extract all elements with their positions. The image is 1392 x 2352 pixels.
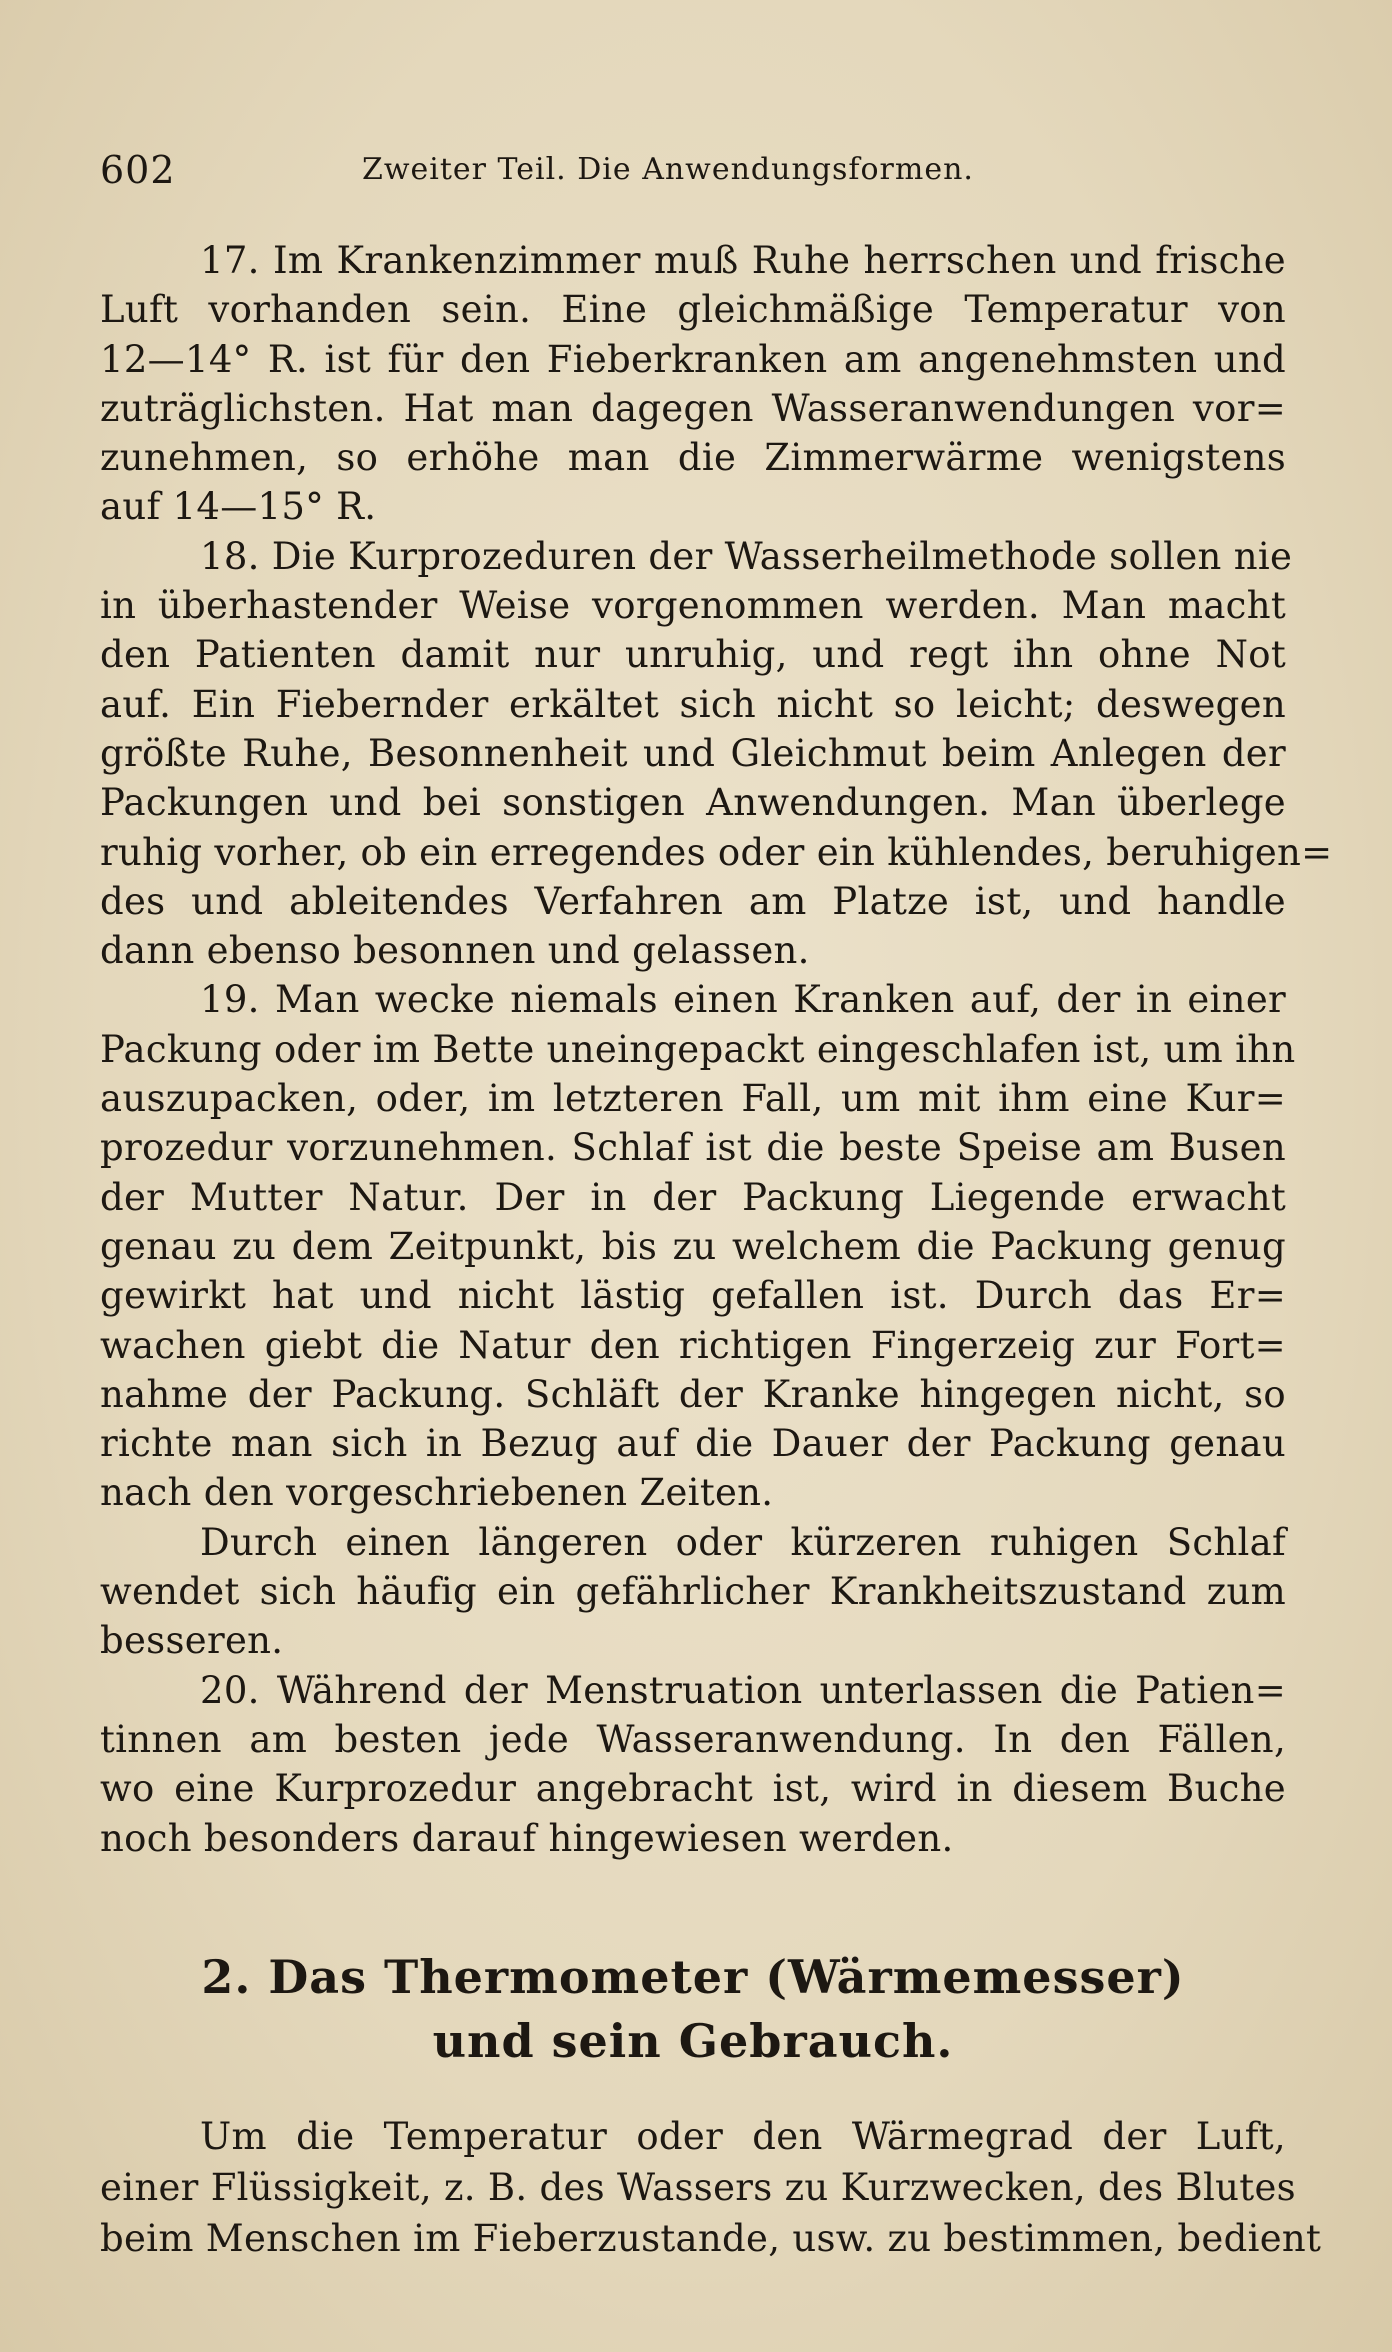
text-line: ruhig vorher, ob ein erregendes oder ein kühlendes, beruhigen=	[100, 830, 1333, 874]
text-line: Durch einen längeren oder kürzeren ruhigen Schlaf	[200, 1520, 1286, 1564]
section-spacer	[100, 1863, 1286, 1945]
text-line: auf. Ein Fiebernder erkältet sich nicht so leicht; deswegen	[100, 682, 1286, 726]
text-line: auf 14—15° R.	[100, 485, 377, 529]
text-line: 17. Im Krankenzimmer muß Ruhe herrschen und frische	[200, 239, 1286, 282]
text-line: richte man sich in Bezug auf die Dauer der Packung genau	[100, 1422, 1286, 1466]
text-line: besseren.	[100, 1619, 284, 1663]
text-line: Um die Temperatur oder den Wärmegrad der Luft,	[200, 2114, 1286, 2158]
text-line: Luft vorhanden sein. Eine gleichmäßige Temperatur von	[100, 288, 1286, 332]
paragraph-18	[100, 532, 1333, 976]
heading-spacer	[100, 2073, 1286, 2111]
section-title-line-2: und sein Gebrauch.	[432, 2013, 954, 2068]
text-line: 20. Während der Menstruation unterlassen die Patien=	[200, 1668, 1286, 1712]
text-line: dann ebenso besonnen und gelassen.	[100, 929, 810, 973]
text-line: wo eine Kurprozedur angebracht ist, wird in diesem Buche	[100, 1767, 1286, 1811]
section-heading	[100, 1945, 1286, 2073]
text-line: gewirkt hat und nicht lästig gefallen ist. Durch das Er=	[100, 1274, 1286, 1318]
text-line: der Mutter Natur. Der in der Packung Liegende erwacht	[100, 1175, 1286, 1219]
text-line: nahme der Packung. Schläft der Kranke hingegen nicht, so	[100, 1372, 1286, 1416]
paragraph-sleep	[100, 1518, 1286, 1666]
text-line: 12—14° R. ist für den Fieberkranken am angenehmsten und	[100, 337, 1286, 381]
running-head: Zweiter Teil. Die Anwendungsformen.	[362, 152, 974, 187]
text-line: einer Flüssigkeit, z. B. des Wassers zu Kurzwecken, des Blutes	[100, 2165, 1296, 2209]
page-number: 602	[100, 148, 176, 192]
text-line: nach den vorgeschriebenen Zeiten.	[100, 1471, 774, 1515]
text-line: prozedur vorzunehmen. Schlaf ist die beste Speise am Busen	[100, 1126, 1286, 1170]
text-line: größte Ruhe, Besonnenheit und Gleichmut beim Anlegen der	[100, 731, 1286, 775]
paragraph-17	[100, 236, 1286, 532]
section-body	[100, 2111, 1322, 2264]
main-text	[100, 236, 1333, 2264]
page-header	[100, 148, 1300, 198]
text-line: 19. Man wecke niemals einen Kranken auf, der in einer	[200, 978, 1286, 1022]
text-line: Packungen und bei sonstigen Anwendungen. Man überlege	[100, 781, 1286, 825]
text-line: genau zu dem Zeitpunkt, bis zu welchem die Packung genug	[100, 1224, 1286, 1268]
text-line: zunehmen, so erhöhe man die Zimmerwärme wenigstens	[100, 436, 1286, 480]
text-line: zuträglichsten. Hat man dagegen Wasseranwendungen vor=	[100, 386, 1286, 430]
text-line: des und ableitendes Verfahren am Platze ist, und handle	[100, 879, 1286, 923]
text-line: wendet sich häufig ein gefährlicher Krankheitszustand zum	[100, 1570, 1286, 1614]
text-line: den Patienten damit nur unruhig, und regt ihn ohne Not	[100, 633, 1286, 677]
text-line: auszupacken, oder, im letzteren Fall, um mit ihm eine Kur=	[100, 1077, 1286, 1121]
text-line: noch besonders darauf hingewiesen werden.	[100, 1816, 954, 1860]
paragraph-19	[100, 975, 1296, 1517]
text-line: wachen giebt die Natur den richtigen Fingerzeig zur Fort=	[100, 1323, 1286, 1367]
text-line: 18. Die Kurprozeduren der Wasserheilmethode sollen nie	[200, 534, 1293, 578]
paragraph-20	[100, 1666, 1286, 1863]
text-line: Packung oder im Bette uneingepackt eingeschlafen ist, um ihn	[100, 1027, 1296, 1071]
text-line: tinnen am besten jede Wasseranwendung. In den Fällen,	[100, 1717, 1286, 1761]
text-line: in überhastender Weise vorgenommen werden. Man macht	[100, 584, 1286, 628]
section-title-line-1: 2. Das Thermometer (Wärmemesser)	[201, 1949, 1185, 2004]
text-line: beim Menschen im Fieberzustande, usw. zu bestimmen, bedient	[100, 2216, 1322, 2260]
